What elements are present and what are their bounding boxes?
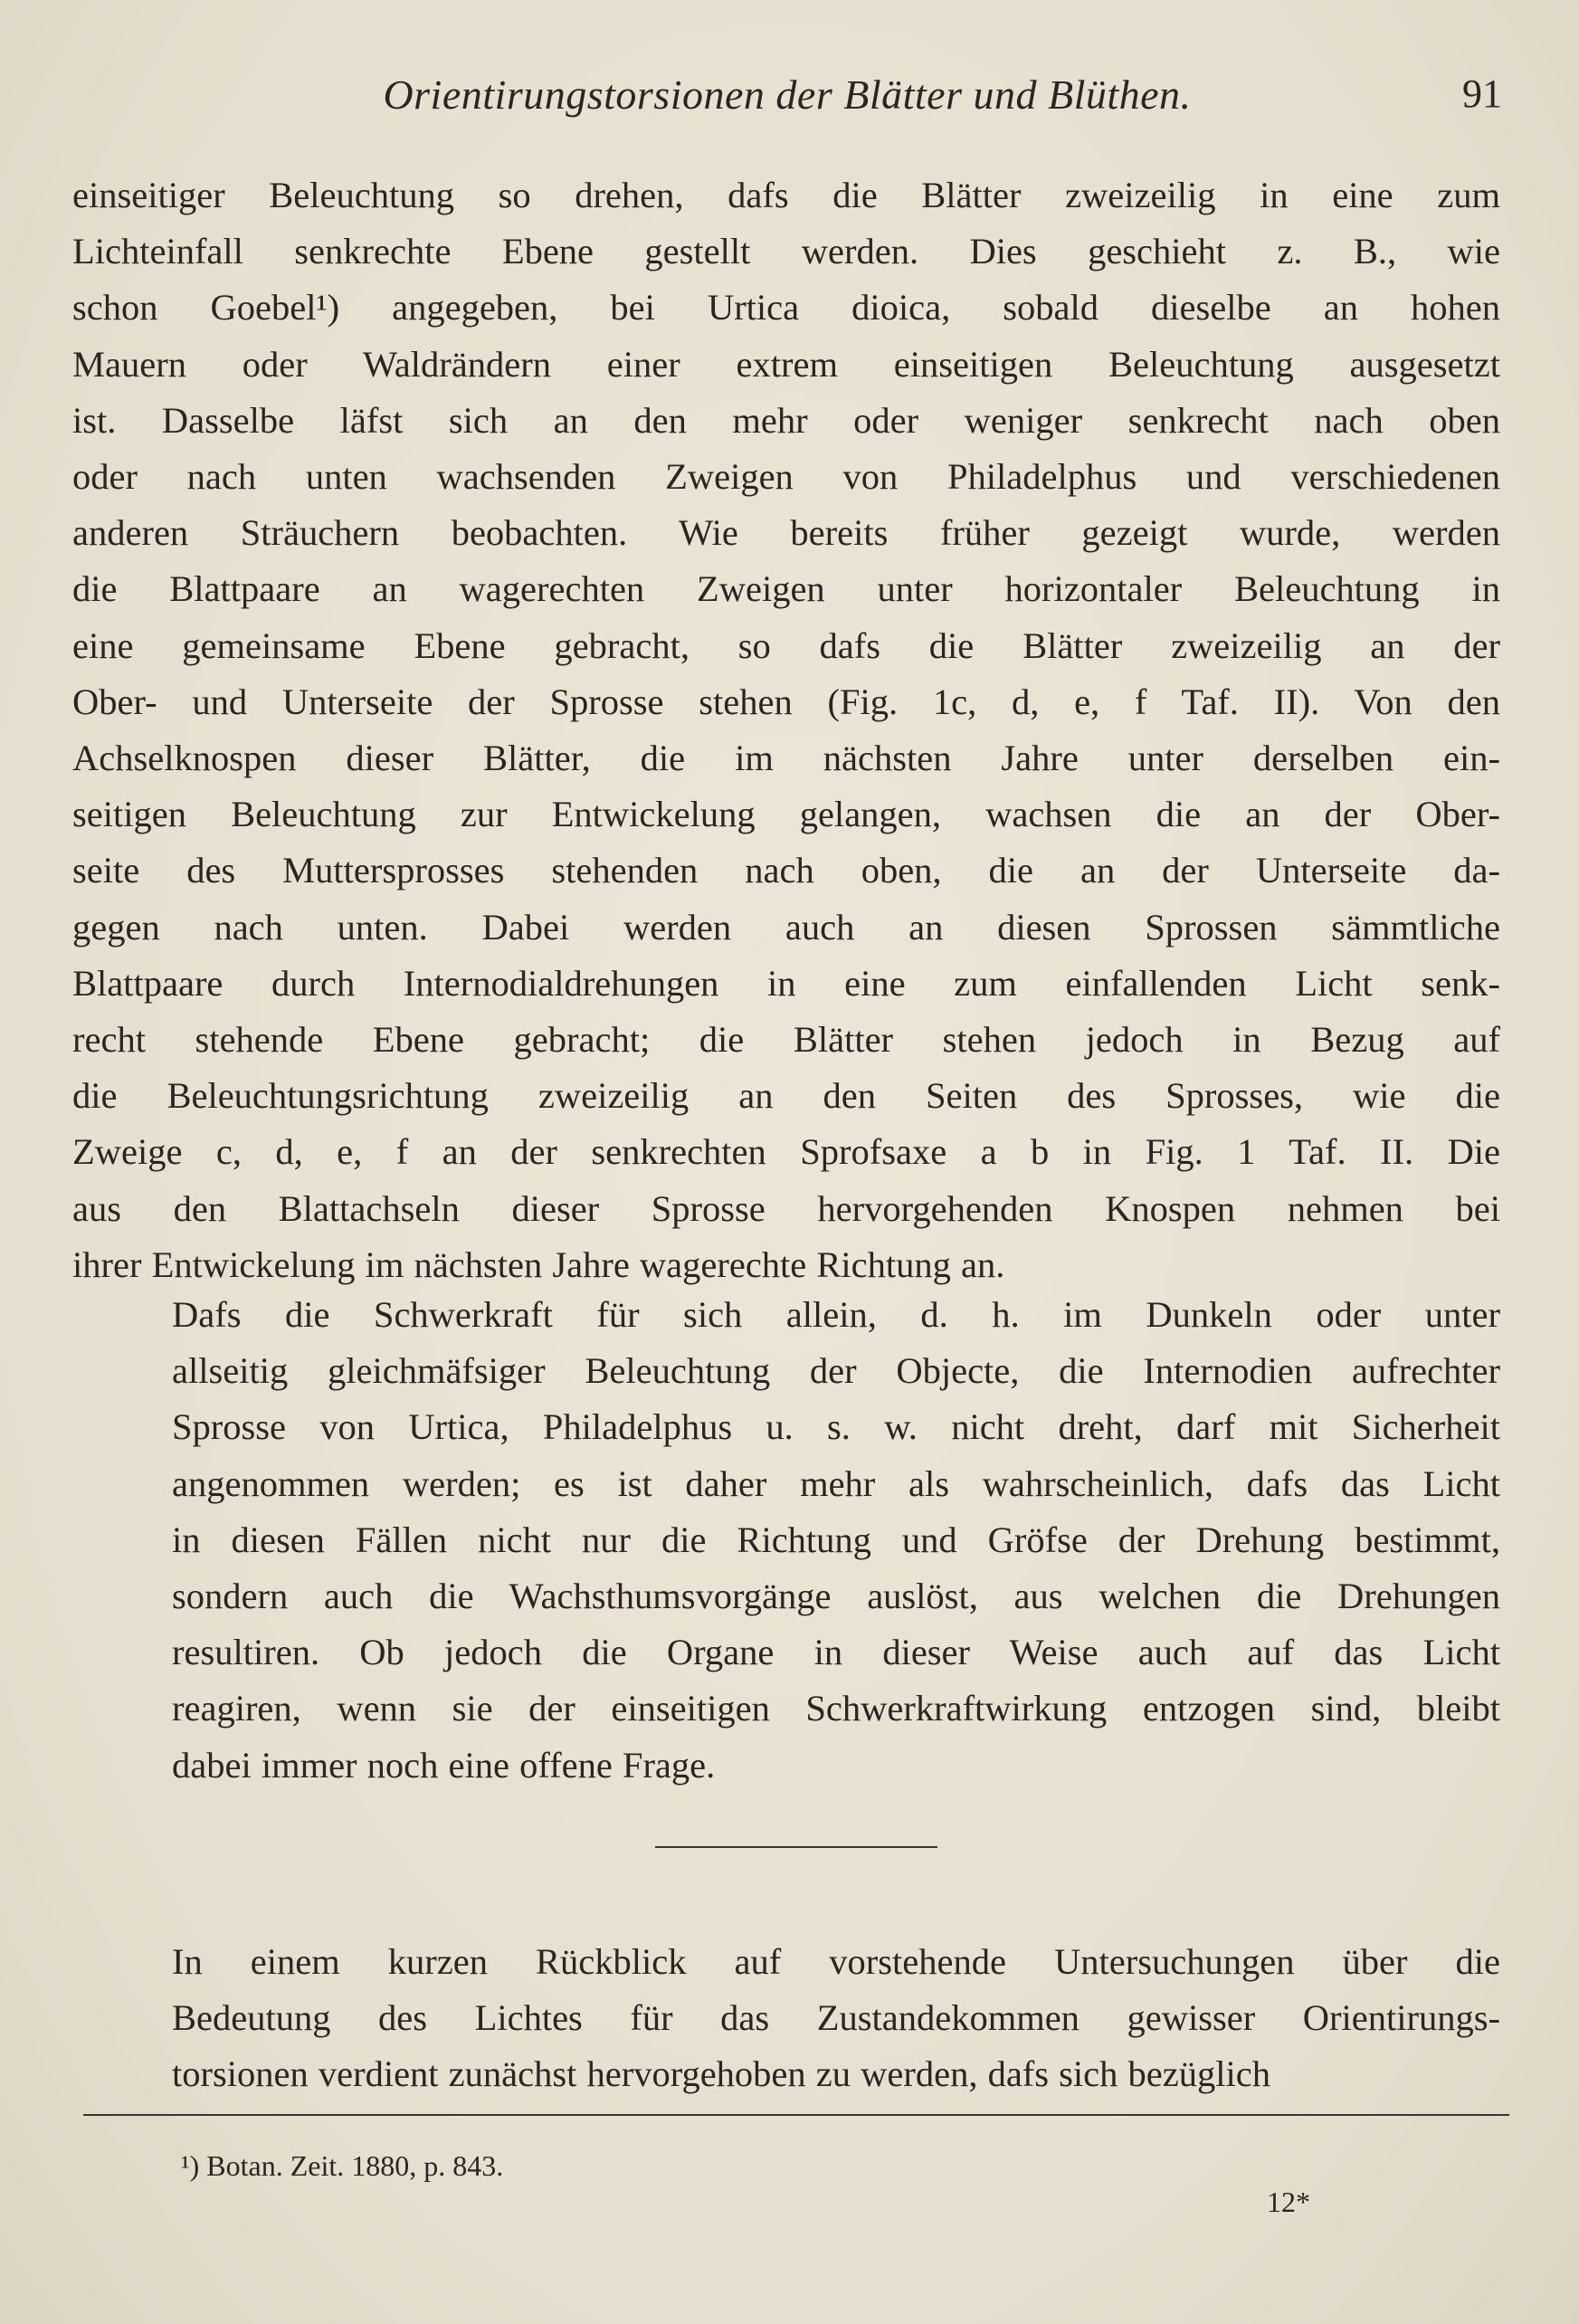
text-line: Dafs die Schwerkraft für sich allein, d. h. im Dunkeln oder unter — [172, 1294, 1500, 1335]
page-number: 91 — [1462, 71, 1502, 116]
text-line: torsionen verdient zunächst hervorgehoben zu werden, dafs sich bezüglich — [172, 2053, 1270, 2095]
text-line: reagiren, wenn sie der einseitigen Schwerkraftwirkung entzogen sind, bleibt — [172, 1688, 1500, 1729]
text-line: anderen Sträuchern beobachten. Wie bereits früher gezeigt wurde, werden — [72, 512, 1500, 554]
text-line: Blattpaare durch Internodialdrehungen in eine zum einfallenden Licht senk- — [72, 962, 1500, 1004]
text-line: eine gemeinsame Ebene gebracht, so dafs die Blätter zweizeilig an der — [72, 624, 1500, 666]
running-head — [72, 71, 1502, 125]
footnote: ¹) Botan. Zeit. 1880, p. 843. — [181, 2149, 504, 2182]
text-line: aus den Blattachseln dieser Sprosse hervorgehenden Knospen nehmen bei — [72, 1187, 1500, 1229]
footnote-rule — [83, 2114, 1509, 2116]
text-line: Sprosse von Urtica, Philadelphus u. s. w. nicht dreht, darf mit Sicherheit — [172, 1406, 1500, 1448]
paragraph-2 — [72, 1287, 1500, 1794]
text-line: Mauern oder Waldrändern einer extrem einseitigen Beleuchtung ausgesetzt — [72, 343, 1500, 385]
text-line: angenommen werden; es ist daher mehr als wahrscheinlich, dafs das Licht — [172, 1462, 1500, 1504]
text-line: einseitiger Beleuchtung so drehen, dafs die Blätter zweizeilig in eine zum — [72, 175, 1500, 215]
text-line: sondern auch die Wachsthumsvorgänge auslöst, aus welchen die Drehungen — [172, 1576, 1500, 1617]
text-line: gegen nach unten. Dabei werden auch an diesen Sprossen sämmtliche — [72, 906, 1500, 948]
text-line: oder nach unten wachsenden Zweigen von Philadelphus und verschiedenen — [72, 456, 1500, 498]
signature-mark: 12* — [1267, 2186, 1310, 2218]
text-line: schon Goebel¹) angegeben, bei Urtica dioica, sobald dieselbe an hohen — [72, 287, 1500, 329]
text-line: die Blattpaare an wagerechten Zweigen unter horizontaler Beleuchtung in — [72, 568, 1500, 610]
text-line: die Beleuchtungsrichtung zweizeilig an den Seiten des Sprosses, wie die — [72, 1075, 1500, 1117]
section-separator-rule — [655, 1846, 937, 1848]
text-line: dabei immer noch eine offene Frage. — [172, 1744, 716, 1786]
text-line: seitigen Beleuchtung zur Entwickelung gelangen, wachsen die an der Ober- — [72, 794, 1500, 835]
text-line: Ober- und Unterseite der Sprosse stehen (Fig. 1c, d, e, f Taf. II). Von den — [72, 681, 1500, 722]
text-line: Achselknospen dieser Blätter, die im nächsten Jahre unter derselben ein- — [72, 738, 1500, 779]
text-line: in diesen Fällen nicht nur die Richtung und Gröfse der Drehung bestimmt, — [172, 1519, 1500, 1560]
text-line: allseitig gleichmäfsiger Beleuchtung der Objecte, die Internodien aufrechter — [172, 1350, 1500, 1392]
text-line: seite des Muttersprosses stehenden nach oben, die an der Unterseite da- — [72, 850, 1500, 891]
text-line: recht stehende Ebene gebracht; die Blätter stehen jedoch in Bezug auf — [72, 1019, 1500, 1061]
text-line: Zweige c, d, e, f an der senkrechten Sprofsaxe a b in Fig. 1 Taf. II. Die — [72, 1131, 1500, 1173]
text-line: resultiren. Ob jedoch die Organe in dieser Weise auch auf das Licht — [172, 1632, 1500, 1673]
text-line: In einem kurzen Rückblick auf vorstehende Untersuchungen über die — [172, 1941, 1500, 1982]
text-line: Bedeutung des Lichtes für das Zustandekommen gewisser Orientirungs- — [172, 1997, 1500, 2039]
running-title: Orientirungstorsionen der Blätter und Blüthen. — [383, 71, 1192, 118]
paragraph-1 — [72, 167, 1500, 1293]
text-line: ist. Dasselbe läfst sich an den mehr oder weniger senkrecht nach oben — [72, 399, 1500, 441]
text-line: ihrer Entwickelung im nächsten Jahre wagerechte Richtung an. — [72, 1243, 1005, 1285]
paragraph-3 — [72, 1934, 1500, 2103]
text-line: Lichteinfall senkrechte Ebene gestellt werden. Dies geschieht z. B., wie — [72, 231, 1500, 272]
